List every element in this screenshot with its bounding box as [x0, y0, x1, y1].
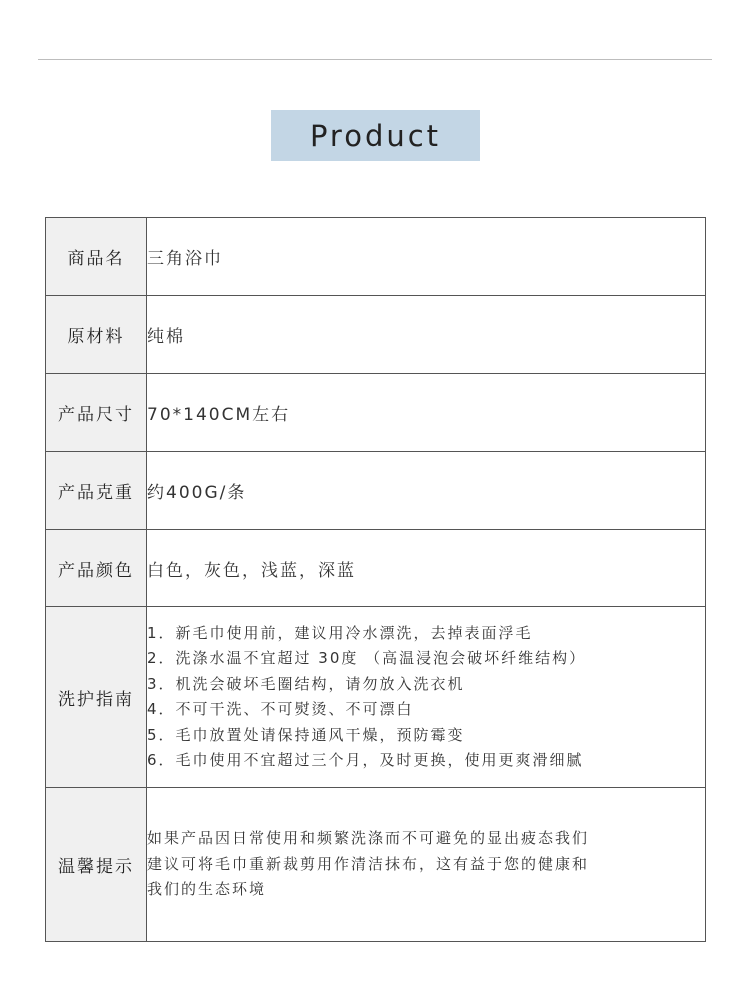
row-value: 70*140CM左右	[147, 374, 706, 452]
row-label: 温馨提示	[46, 788, 147, 942]
row-value: 白色，灰色，浅蓝，深蓝	[147, 530, 706, 607]
product-spec-table	[45, 217, 706, 942]
table-row-color	[46, 530, 706, 607]
top-divider	[38, 59, 712, 60]
care-line: 5．毛巾放置处请保持通风干燥，预防霉变	[147, 725, 465, 744]
page-title: Product	[309, 118, 442, 153]
care-line: 3．机洗会破坏毛圈结构，请勿放入洗衣机	[147, 674, 465, 693]
care-line: 6．毛巾使用不宜超过三个月，及时更换，使用更爽滑细腻	[147, 751, 584, 769]
table-row-weight	[46, 452, 706, 530]
row-label: 原材料	[46, 296, 147, 374]
row-label: 商品名	[46, 218, 147, 296]
row-value: 约400G/条	[147, 452, 706, 530]
table-row-tips	[46, 788, 706, 942]
row-label: 产品尺寸	[46, 374, 147, 452]
row-value: 纯棉	[147, 296, 706, 374]
tips-line: 如果产品因日常使用和频繁洗涤而不可避免的显出疲态我们	[147, 829, 590, 848]
table-row-name	[46, 218, 706, 296]
row-value: 三角浴巾	[147, 218, 706, 296]
care-line: 1．新毛巾使用前，建议用冷水漂洗，去掉表面浮毛	[147, 623, 533, 642]
tips-line: 建议可将毛巾重新裁剪用作清洁抹布，这有益于您的健康和	[147, 854, 590, 873]
table-row-material	[46, 296, 706, 374]
table-row-size	[46, 374, 706, 452]
care-line: 4．不可干洗、不可熨烫、不可漂白	[147, 700, 414, 718]
tips-line: 我们的生态环境	[147, 880, 267, 899]
row-label: 产品颜色	[46, 530, 147, 607]
row-label: 产品克重	[46, 452, 147, 530]
title-banner	[271, 110, 480, 161]
care-line: 2．洗涤水温不宜超过 30度 （高温浸泡会破坏纤维结构）	[147, 649, 587, 667]
table-row-care	[46, 607, 706, 788]
care-instructions	[147, 607, 706, 788]
tips-text	[147, 788, 706, 942]
row-label: 洗护指南	[46, 607, 147, 788]
